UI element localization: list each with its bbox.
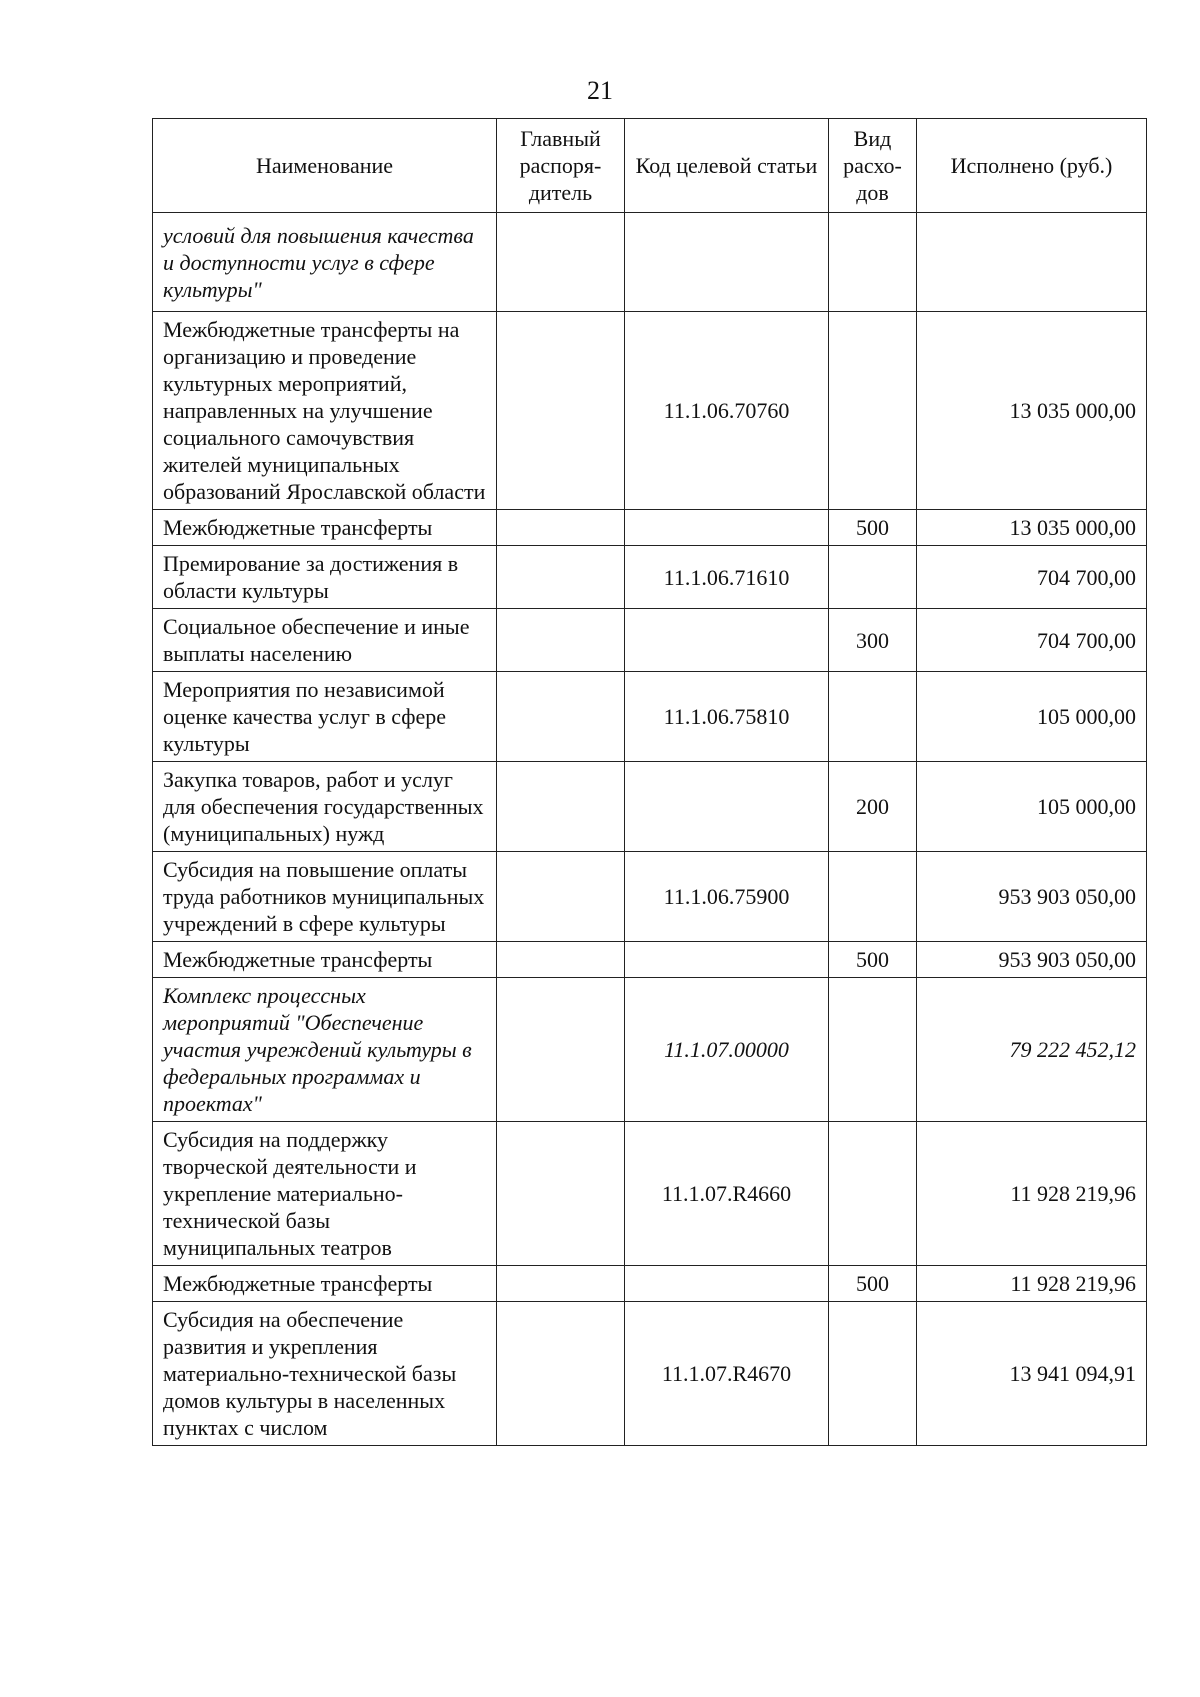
- cell-admin: [497, 312, 625, 510]
- cell-name: Межбюджетные трансферты: [153, 510, 497, 546]
- cell-amount: 704 700,00: [917, 546, 1147, 609]
- page-number: 21: [587, 76, 613, 105]
- cell-amount: 704 700,00: [917, 609, 1147, 672]
- cell-type: [829, 213, 917, 312]
- cell-admin: [497, 672, 625, 762]
- cell-code: [625, 609, 829, 672]
- cell-admin: [497, 762, 625, 852]
- cell-code: 11.1.07.00000: [625, 978, 829, 1122]
- cell-name: Субсидия на поддержку творческой деятельности и укрепление материально-технической базы муниципальных театров: [153, 1122, 497, 1266]
- cell-code: 11.1.06.75900: [625, 852, 829, 942]
- table-row: [153, 672, 1147, 762]
- header-amount: Исполнено (руб.): [917, 119, 1147, 213]
- table-row: [153, 510, 1147, 546]
- header-admin: Главный распоря-дитель: [497, 119, 625, 213]
- cell-admin: [497, 978, 625, 1122]
- table-row: [153, 546, 1147, 609]
- cell-code: 11.1.06.71610: [625, 546, 829, 609]
- cell-admin: [497, 1122, 625, 1266]
- cell-type: [829, 1122, 917, 1266]
- table-row: [153, 213, 1147, 312]
- cell-admin: [497, 1302, 625, 1446]
- cell-code: 11.1.06.70760: [625, 312, 829, 510]
- cell-type: 500: [829, 1266, 917, 1302]
- table-row: [153, 1266, 1147, 1302]
- cell-amount: 79 222 452,12: [917, 978, 1147, 1122]
- cell-admin: [497, 546, 625, 609]
- cell-amount: [917, 213, 1147, 312]
- cell-name: Закупка товаров, работ и услуг для обеспечения государственных (муниципальных) нужд: [153, 762, 497, 852]
- cell-code: [625, 510, 829, 546]
- cell-code: 11.1.07.R4660: [625, 1122, 829, 1266]
- cell-type: 500: [829, 942, 917, 978]
- cell-amount: 953 903 050,00: [917, 942, 1147, 978]
- cell-code: 11.1.07.R4670: [625, 1302, 829, 1446]
- cell-name: Межбюджетные трансферты: [153, 942, 497, 978]
- table-row: [153, 978, 1147, 1122]
- cell-amount: 13 941 094,91: [917, 1302, 1147, 1446]
- cell-code: [625, 1266, 829, 1302]
- cell-amount: 11 928 219,96: [917, 1122, 1147, 1266]
- cell-amount: 953 903 050,00: [917, 852, 1147, 942]
- cell-amount: 13 035 000,00: [917, 510, 1147, 546]
- cell-admin: [497, 609, 625, 672]
- budget-table: [152, 118, 1147, 1446]
- table-row: [153, 312, 1147, 510]
- cell-amount: 105 000,00: [917, 762, 1147, 852]
- cell-amount: 105 000,00: [917, 672, 1147, 762]
- cell-type: 200: [829, 762, 917, 852]
- table-header-row: [153, 119, 1147, 213]
- cell-code: 11.1.06.75810: [625, 672, 829, 762]
- cell-type: [829, 546, 917, 609]
- table-row: [153, 852, 1147, 942]
- table-row: [153, 762, 1147, 852]
- cell-type: [829, 312, 917, 510]
- table-body: [153, 213, 1147, 1446]
- cell-name: Мероприятия по независимой оценке качества услуг в сфере культуры: [153, 672, 497, 762]
- cell-name: Премирование за достижения в области культуры: [153, 546, 497, 609]
- cell-admin: [497, 510, 625, 546]
- cell-code: [625, 213, 829, 312]
- table-row: [153, 609, 1147, 672]
- cell-name: Социальное обеспечение и иные выплаты населению: [153, 609, 497, 672]
- cell-type: 500: [829, 510, 917, 546]
- cell-type: [829, 1302, 917, 1446]
- header-code: Код целевой статьи: [625, 119, 829, 213]
- cell-type: [829, 672, 917, 762]
- cell-name: Межбюджетные трансферты на организацию и проведение культурных мероприятий, направленных на улучшение социального самочувствия жителей муниципальных образований Ярославской области: [153, 312, 497, 510]
- cell-type: [829, 852, 917, 942]
- cell-name: Комплекс процессных мероприятий "Обеспечение участия учреждений культуры в федеральных программах и проектах": [153, 978, 497, 1122]
- cell-admin: [497, 1266, 625, 1302]
- cell-type: 300: [829, 609, 917, 672]
- cell-admin: [497, 852, 625, 942]
- table-row: [153, 1302, 1147, 1446]
- cell-code: [625, 762, 829, 852]
- cell-admin: [497, 942, 625, 978]
- cell-code: [625, 942, 829, 978]
- header-type: Вид расхо-дов: [829, 119, 917, 213]
- cell-type: [829, 978, 917, 1122]
- cell-name: условий для повышения качества и доступности услуг в сфере культуры": [153, 213, 497, 312]
- table-row: [153, 942, 1147, 978]
- cell-amount: 13 035 000,00: [917, 312, 1147, 510]
- cell-admin: [497, 213, 625, 312]
- table-row: [153, 1122, 1147, 1266]
- cell-amount: 11 928 219,96: [917, 1266, 1147, 1302]
- header-name: Наименование: [153, 119, 497, 213]
- cell-name: Субсидия на обеспечение развития и укрепления материально-технической базы домов культуры в населенных пунктах с числом: [153, 1302, 497, 1446]
- cell-name: Субсидия на повышение оплаты труда работников муниципальных учреждений в сфере культуры: [153, 852, 497, 942]
- cell-name: Межбюджетные трансферты: [153, 1266, 497, 1302]
